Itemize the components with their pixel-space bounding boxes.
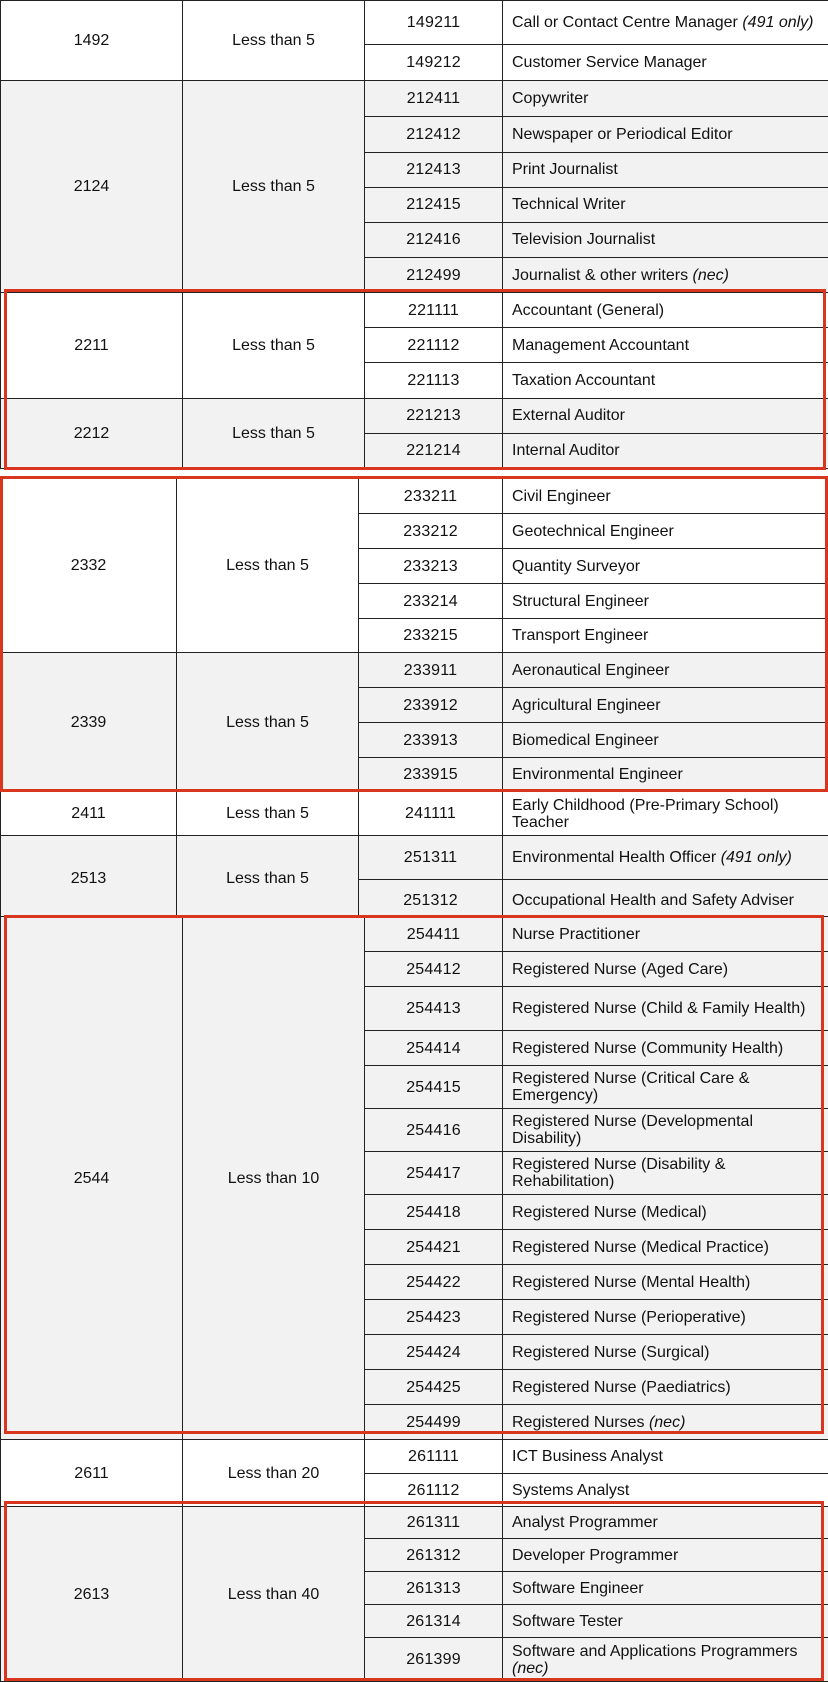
occupation-title: [503, 152, 828, 187]
occupation-title-text: Registered Nurse (Aged Care): [512, 961, 728, 978]
occupation-title: [503, 619, 828, 653]
unit-group-code: 2212: [1, 398, 183, 468]
occupation-title: [503, 363, 828, 398]
occupation-title-text: Registered Nurse (Perioperative): [512, 1309, 746, 1326]
occupation-title: [503, 1195, 828, 1230]
table-row: [1, 1, 828, 45]
anzsco-code: 233212: [359, 514, 503, 549]
occupation-title: [503, 1066, 828, 1109]
occupation-title-text: Accountant (General): [512, 302, 664, 319]
unit-group-code: 2124: [1, 81, 183, 293]
invitation-level: Less than 5: [183, 81, 365, 293]
occupation-title-text: Television Journalist: [512, 231, 655, 248]
unit-group-code: 2513: [1, 836, 177, 922]
occupation-title-text: Registered Nurse (Developmental Disability): [512, 1113, 753, 1147]
invitation-level: Less than 5: [183, 398, 365, 468]
occupation-title: [503, 1031, 828, 1066]
anzsco-code: 254424: [365, 1335, 503, 1370]
invitation-level: Less than 20: [183, 1440, 365, 1507]
occupation-title: [503, 549, 828, 584]
occupation-title-text: Registered Nurse (Surgical): [512, 1344, 709, 1361]
occupation-title: [503, 45, 828, 81]
occupation-title: [503, 792, 828, 836]
invitation-level: Less than 5: [177, 653, 359, 792]
occupation-title-text: Print Journalist: [512, 161, 618, 178]
occupation-title: [503, 293, 828, 328]
anzsco-code: 233211: [359, 479, 503, 514]
occupation-title-text: Civil Engineer: [512, 488, 611, 505]
unit-group-code: 2411: [1, 792, 177, 836]
occupation-title-text: Registered Nurse (Community Health): [512, 1040, 783, 1057]
occupation-title: [503, 1370, 828, 1405]
occupation-title-text: Developer Programmer: [512, 1547, 678, 1564]
occupation-title: [503, 758, 828, 792]
unit-group-code: 2613: [1, 1507, 183, 1682]
occupation-title-text: Occupational Health and Safety Adviser: [512, 892, 794, 909]
occupation-title: [503, 1539, 828, 1572]
occupation-title: [503, 1507, 828, 1539]
occupation-title: [503, 584, 828, 619]
occupation-title: [503, 479, 828, 514]
anzsco-code: 254415: [365, 1066, 503, 1109]
occupation-table: [0, 478, 828, 922]
occupation-title-text: Structural Engineer: [512, 593, 649, 610]
occupation-title: [503, 1474, 828, 1507]
occupation-title-text: Aeronautical Engineer: [512, 662, 669, 679]
unit-group-code: 2611: [1, 1440, 183, 1507]
occupation-title-text: Registered Nurse (Critical Care & Emergency): [512, 1070, 749, 1104]
occupation-title-text: Analyst Programmer: [512, 1514, 658, 1531]
anzsco-code: 254423: [365, 1300, 503, 1335]
invitation-level: Less than 5: [183, 1, 365, 81]
occupation-title: [503, 398, 828, 433]
occupation-title-text: Management Accountant: [512, 337, 689, 354]
anzsco-code: 254414: [365, 1031, 503, 1066]
anzsco-code: 221112: [365, 328, 503, 363]
anzsco-code: 251311: [359, 836, 503, 880]
unit-group-code: 1492: [1, 1, 183, 81]
invitation-level: Less than 5: [177, 836, 359, 922]
occupation-title: [503, 187, 828, 222]
table-row: [1, 293, 828, 328]
table-row: [1, 81, 828, 117]
occupation-title-text: Biomedical Engineer: [512, 732, 659, 749]
anzsco-code: 254412: [365, 952, 503, 987]
anzsco-code: 233213: [359, 549, 503, 584]
occupation-note: (nec): [649, 1414, 685, 1431]
anzsco-code: 254421: [365, 1230, 503, 1265]
anzsco-code: 212412: [365, 117, 503, 152]
occupation-table: [0, 916, 828, 1682]
anzsco-code: 233913: [359, 723, 503, 758]
table-segment-3: [0, 916, 828, 1681]
anzsco-code: 261313: [365, 1572, 503, 1605]
anzsco-code: 254413: [365, 987, 503, 1031]
occupation-title-text: Copywriter: [512, 90, 588, 107]
anzsco-code: 221111: [365, 293, 503, 328]
occupation-title-text: Newspaper or Periodical Editor: [512, 126, 733, 143]
table-row: [1, 479, 828, 514]
anzsco-code: 221113: [365, 363, 503, 398]
occupation-title-text: Registered Nurses: [512, 1414, 645, 1431]
anzsco-code: 212415: [365, 187, 503, 222]
occupation-title: [503, 222, 828, 257]
occupation-title-text: Early Childhood (Pre-Primary School) Teacher: [512, 797, 779, 831]
invitation-level: Less than 5: [177, 792, 359, 836]
occupation-title: [503, 1230, 828, 1265]
occupation-title: [503, 81, 828, 117]
occupation-title-text: Systems Analyst: [512, 1482, 629, 1499]
anzsco-code: 254411: [365, 917, 503, 952]
anzsco-code: 233214: [359, 584, 503, 619]
occupation-title: [503, 328, 828, 363]
anzsco-code: 254417: [365, 1152, 503, 1195]
occupation-title-text: Software Tester: [512, 1613, 623, 1630]
occupation-title-text: Registered Nurse (Medical Practice): [512, 1239, 769, 1256]
occupation-title-text: Software and Applications Programmers: [512, 1643, 797, 1660]
occupation-title-text: Registered Nurse (Paediatrics): [512, 1379, 731, 1396]
table-segment-2: [0, 478, 828, 912]
anzsco-code: 149212: [365, 45, 503, 81]
unit-group-code: 2332: [1, 479, 177, 653]
anzsco-code: 254499: [365, 1405, 503, 1440]
unit-group-code: 2339: [1, 653, 177, 792]
anzsco-code: 261111: [365, 1440, 503, 1474]
occupation-title: [503, 723, 828, 758]
occupation-note: (491 only): [742, 14, 813, 31]
occupation-title: [503, 1300, 828, 1335]
occupation-title: [503, 117, 828, 152]
table-segment-1: [0, 0, 828, 469]
anzsco-code: 254418: [365, 1195, 503, 1230]
occupation-title-text: Registered Nurse (Disability & Rehabilitation): [512, 1156, 725, 1190]
occupation-note: (nec): [512, 1660, 548, 1677]
occupation-title-text: Registered Nurse (Mental Health): [512, 1274, 750, 1291]
occupation-title-text: Registered Nurse (Child & Family Health): [512, 1000, 805, 1017]
anzsco-code: 261314: [365, 1605, 503, 1638]
occupation-title-text: Customer Service Manager: [512, 54, 707, 71]
occupation-title-text: Technical Writer: [512, 196, 626, 213]
occupation-note: (nec): [693, 267, 729, 284]
anzsco-code: 212411: [365, 81, 503, 117]
occupation-title: [503, 688, 828, 723]
occupation-title-text: ICT Business Analyst: [512, 1448, 663, 1465]
table-row: [1, 917, 828, 952]
table-row: [1, 653, 828, 688]
table-row: [1, 1440, 828, 1474]
occupation-title: [503, 1605, 828, 1638]
anzsco-code: 233215: [359, 619, 503, 653]
table-row: [1, 836, 828, 880]
anzsco-code: 221214: [365, 433, 503, 468]
occupation-title: [503, 836, 828, 880]
occupation-title-text: Registered Nurse (Medical): [512, 1204, 707, 1221]
occupation-title: [503, 653, 828, 688]
occupation-title-text: Quantity Surveyor: [512, 558, 640, 575]
anzsco-code: 261312: [365, 1539, 503, 1572]
anzsco-code: 233911: [359, 653, 503, 688]
occupation-title-text: Transport Engineer: [512, 627, 648, 644]
table-row: [1, 792, 828, 836]
table-row: [1, 398, 828, 433]
anzsco-code: 212499: [365, 258, 503, 293]
occupation-title-text: Environmental Health Officer: [512, 849, 716, 866]
occupation-title-text: Environmental Engineer: [512, 766, 683, 783]
invitation-level: Less than 5: [183, 293, 365, 398]
invitation-level: Less than 40: [183, 1507, 365, 1682]
unit-group-code: 2211: [1, 293, 183, 398]
occupation-title-text: Nurse Practitioner: [512, 926, 640, 943]
occupation-title-text: Internal Auditor: [512, 442, 620, 459]
occupation-title-text: External Auditor: [512, 407, 625, 424]
anzsco-code: 254425: [365, 1370, 503, 1405]
anzsco-code: 251312: [359, 880, 503, 922]
occupation-title: [503, 1335, 828, 1370]
invitation-level: Less than 5: [177, 479, 359, 653]
table-row: [1, 1507, 828, 1539]
occupation-title: [503, 1109, 828, 1152]
anzsco-code: 254416: [365, 1109, 503, 1152]
occupation-title: [503, 514, 828, 549]
occupation-title: [503, 1572, 828, 1605]
anzsco-code: 149211: [365, 1, 503, 45]
occupation-title-text: Geotechnical Engineer: [512, 523, 674, 540]
occupation-title-text: Journalist & other writers: [512, 267, 688, 284]
occupation-title: [503, 1265, 828, 1300]
anzsco-code: 212416: [365, 222, 503, 257]
invitation-level: Less than 10: [183, 917, 365, 1440]
anzsco-code: 212413: [365, 152, 503, 187]
anzsco-code: 261399: [365, 1638, 503, 1682]
occupation-title: [503, 433, 828, 468]
anzsco-code: 261311: [365, 1507, 503, 1539]
occupation-title-text: Call or Contact Centre Manager: [512, 14, 738, 31]
occupation-title: [503, 1638, 828, 1682]
occupation-title: [503, 1, 828, 45]
occupation-note: (491 only): [721, 849, 792, 866]
occupation-title-text: Software Engineer: [512, 1580, 644, 1597]
anzsco-code: 221213: [365, 398, 503, 433]
anzsco-code: 261112: [365, 1474, 503, 1507]
unit-group-code: 2544: [1, 917, 183, 1440]
occupation-title: [503, 952, 828, 987]
occupation-title: [503, 1405, 828, 1440]
occupation-title-text: Agricultural Engineer: [512, 697, 661, 714]
occupation-title: [503, 1152, 828, 1195]
occupation-title-text: Taxation Accountant: [512, 372, 655, 389]
anzsco-code: 241111: [359, 792, 503, 836]
occupation-title: [503, 1440, 828, 1474]
occupation-title: [503, 987, 828, 1031]
anzsco-code: 254422: [365, 1265, 503, 1300]
occupation-table: [0, 0, 828, 469]
anzsco-code: 233915: [359, 758, 503, 792]
occupation-title: [503, 258, 828, 293]
occupation-title: [503, 917, 828, 952]
anzsco-code: 233912: [359, 688, 503, 723]
